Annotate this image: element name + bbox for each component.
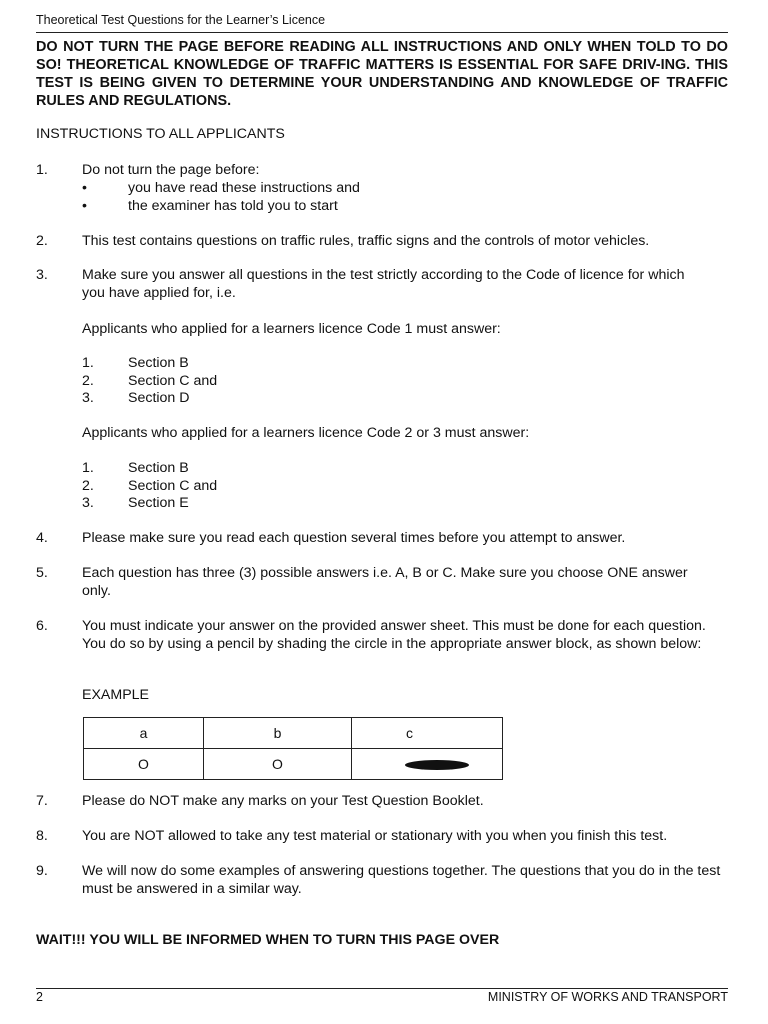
page-number: 2 [36, 990, 43, 1004]
page-header-title: Theoretical Test Questions for the Learner’s Licence [36, 13, 326, 27]
item-number: 6. [36, 618, 48, 634]
instructions-heading: INSTRUCTIONS TO ALL APPLICANTS [36, 126, 285, 142]
code23-intro: Applicants who applied for a learners licence Code 2 or 3 must answer: [82, 425, 530, 441]
warning-paragraph: DO NOT TURN THE PAGE BEFORE READING ALL INSTRUCTIONS AND ONLY WHEN TOLD TO DO SO! THEORETICAL KNOWLEDGE OF TRAFFIC MATTERS IS ESSENTIAL FOR SAFE DRIV-ING. THIS TEST IS BEING GIVEN TO DETERMINE YOUR UNDERSTANDING AND KNOWLEDGE OF TRAFFIC RULES AND REGULATIONS. [36, 39, 728, 109]
item-text: We will now do some examples of answering questions together. The questions that you do in the test must be answered in a similar way. [82, 863, 721, 897]
example-mark-c [352, 749, 503, 780]
bullet-dot: • [82, 198, 87, 214]
bullet-text: the examiner has told you to start [128, 198, 338, 214]
section-number: 1. [82, 355, 94, 371]
bullet-dot: • [82, 180, 87, 196]
item-number: 5. [36, 565, 48, 581]
example-header-c-cell [352, 718, 503, 749]
code1-intro: Applicants who applied for a learners licence Code 1 must answer: [82, 321, 501, 337]
table-row [84, 749, 503, 780]
filled-circle-icon [405, 760, 469, 770]
item-number: 1. [36, 162, 48, 178]
section-number: 3. [82, 390, 94, 406]
document-page [36, 0, 728, 1024]
item-text: Each question has three (3) possible answers i.e. A, B or C. Make sure you choose ONE answer only. [82, 565, 688, 599]
item-text: Please do NOT make any marks on your Test Question Booklet. [82, 793, 484, 809]
section-text: Section E [128, 495, 189, 511]
final-warning: WAIT!!! YOU WILL BE INFORMED WHEN TO TURN THIS PAGE OVER [36, 932, 500, 948]
example-answer-table [83, 717, 503, 780]
example-header-b: b [204, 718, 352, 749]
footer-ministry: MINISTRY OF WORKS AND TRANSPORT [487, 990, 728, 1004]
section-text: Section D [128, 390, 190, 406]
section-number: 1. [82, 460, 94, 476]
example-mark-b [204, 749, 352, 780]
example-header-c: c [406, 725, 413, 741]
section-text: Section C and [128, 373, 218, 389]
item-text: Please make sure you read each question several times before you attempt to answer. [82, 530, 626, 546]
item-text: Do not turn the page before: [82, 162, 260, 178]
section-text: Section C and [128, 478, 218, 494]
section-number: 3. [82, 495, 94, 511]
example-header-a: a [84, 718, 204, 749]
item-text: Make sure you answer all questions in the test strictly according to the Code of licence for which you have applied for, i.e. [82, 267, 685, 301]
empty-circle-mark: O [272, 756, 283, 772]
item-number: 8. [36, 828, 48, 844]
item-number: 4. [36, 530, 48, 546]
empty-circle-mark: O [138, 756, 149, 772]
item-number: 3. [36, 267, 48, 283]
header-divider [36, 32, 728, 33]
item-text: You are NOT allowed to take any test material or stationary with you when you finish this test. [82, 828, 668, 844]
example-label: EXAMPLE [82, 687, 150, 703]
section-text: Section B [128, 460, 189, 476]
item-number: 2. [36, 233, 48, 249]
item-number: 9. [36, 863, 48, 879]
item-text: You must indicate your answer on the provided answer sheet. This must be done for each question. You do so by using a pencil by shading the circle in the appropriate answer block, as shown below: [82, 618, 706, 652]
footer-divider [36, 988, 728, 989]
table-row [84, 718, 503, 749]
item-text: This test contains questions on traffic rules, traffic signs and the controls of motor vehicles. [82, 233, 650, 249]
item-number: 7. [36, 793, 48, 809]
section-text: Section B [128, 355, 189, 371]
section-number: 2. [82, 373, 94, 389]
example-mark-a [84, 749, 204, 780]
bullet-text: you have read these instructions and [128, 180, 360, 196]
section-number: 2. [82, 478, 94, 494]
